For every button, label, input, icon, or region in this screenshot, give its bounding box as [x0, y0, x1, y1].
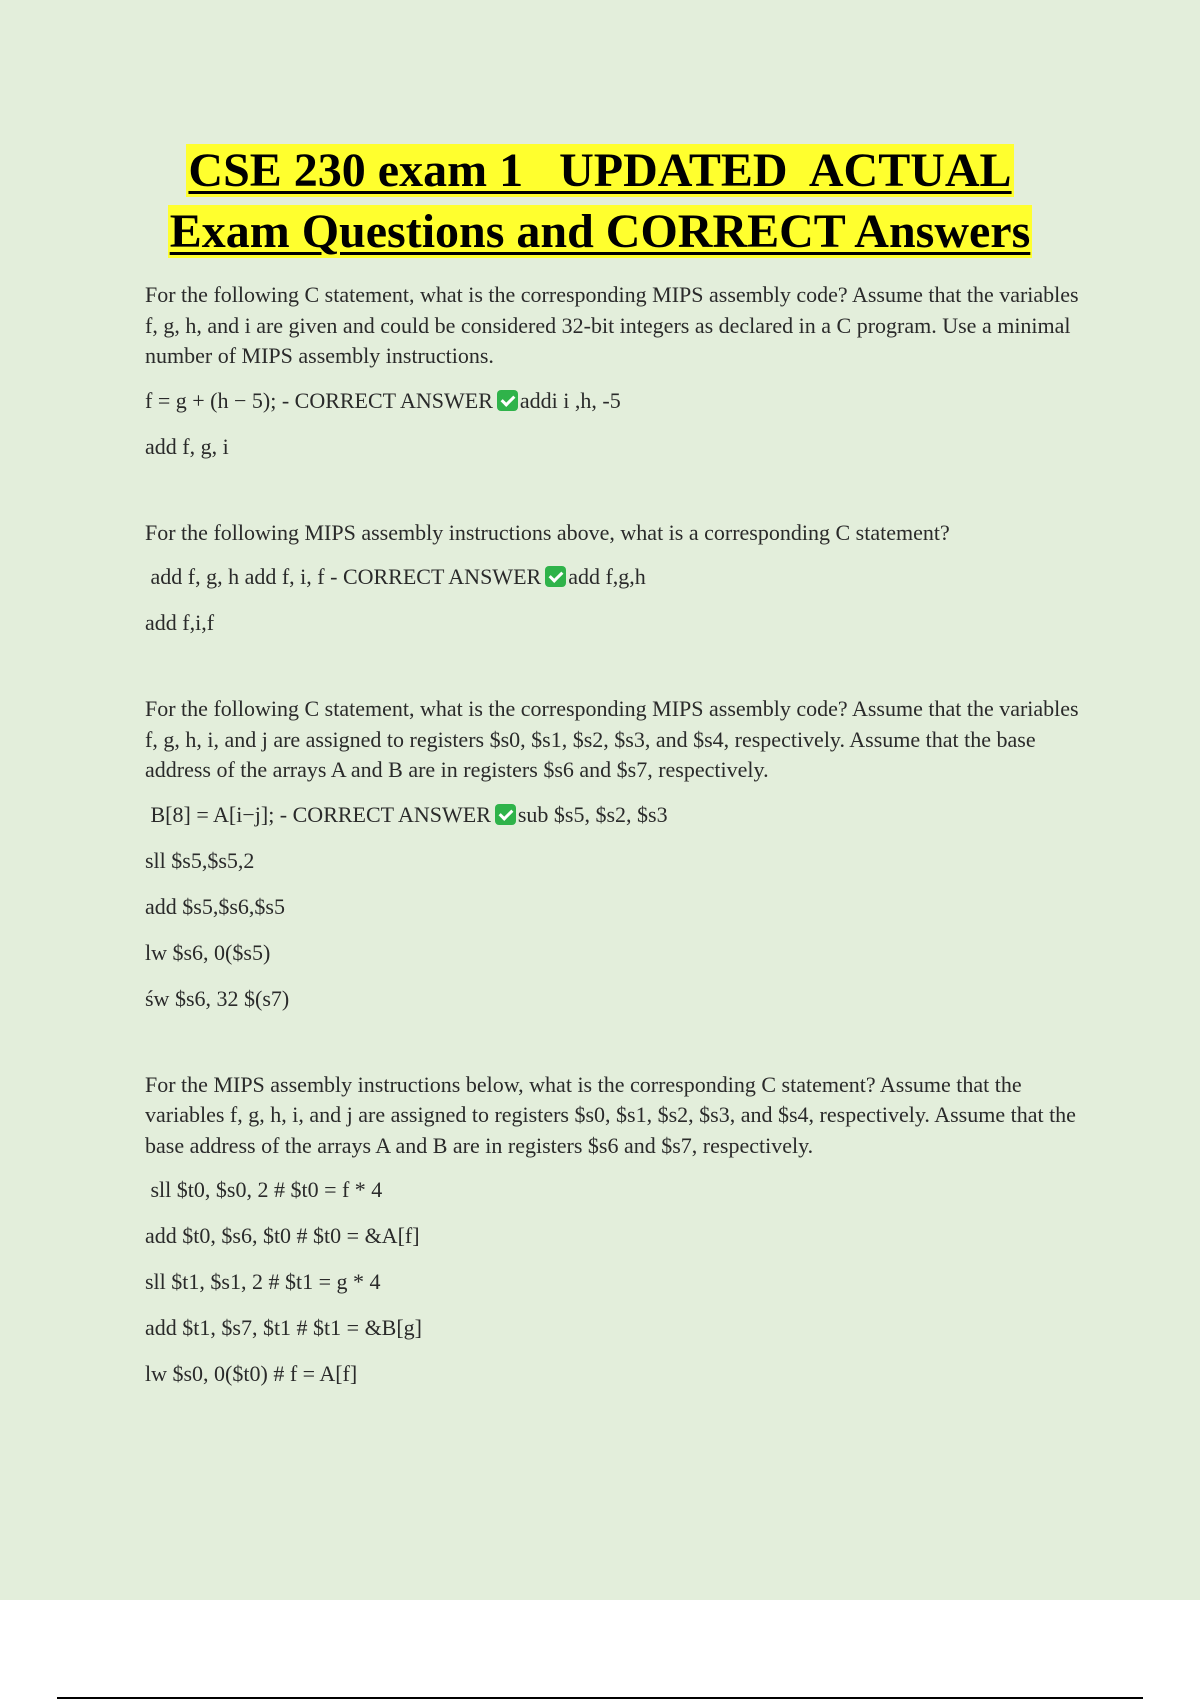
footer-divider	[57, 1697, 1143, 1699]
title-line-1: CSE 230 exam 1 UPDATED ACTUAL	[188, 144, 1012, 197]
question-1-text: f = g + (h − 5); - CORRECT ANSWER	[145, 387, 493, 413]
question-4-code-line-4: add $t1, $s7, $t1 # $t1 = &B[g]	[145, 1315, 423, 1340]
title-line-2: Exam Questions and CORRECT Answers	[169, 205, 1031, 258]
question-4-code-line-3: sll $t1, $s1, 2 # $t1 = g * 4	[145, 1269, 381, 1294]
question-1-prompt: For the following C statement, what is the corresponding MIPS assembly code? Assume that the variables f, g, h, and i are given and could be considered 32-bit integers as declared in a C program. Use a minimal number of MIPS assembly instructions.	[145, 282, 1079, 368]
question-4-code-line-1: sll $t0, $s0, 2 # $t0 = f * 4	[145, 1177, 383, 1202]
question-2-answer-first: add f,g,h	[568, 564, 646, 589]
document-title	[0, 140, 1200, 262]
question-3-answer-line-1: sll $s5,$s5,2	[145, 847, 255, 873]
question-4-code-line-2: add $t0, $s6, $t0 # $t0 = &A[f]	[145, 1223, 420, 1248]
question-3-text: B[8] = A[i−j]; - CORRECT ANSWER	[145, 801, 491, 827]
check-mark-icon	[545, 566, 566, 587]
question-1-answer-first: addi i ,h, -5	[519, 387, 621, 413]
question-3-answer-line-2: add $s5,$s6,$s5	[145, 893, 285, 919]
question-1-answer-line-1: add f, g, i	[145, 433, 229, 459]
document-body	[145, 280, 1085, 1397]
question-4-prompt: For the MIPS assembly instructions below, what is the corresponding C statement? Assume that the variables f, g, h, i, and j are assigned to registers $s0, $s1, $s2, $s3, and $s4, respectively. Assume that the base address of the arrays A and B are in registers $s6 and $s7, respectively.	[145, 1071, 1076, 1158]
check-mark-icon	[495, 804, 516, 825]
question-4-code-line-5: lw $s0, 0($t0) # f = A[f]	[145, 1361, 358, 1386]
question-2-text: add f, g, h add f, i, f - CORRECT ANSWER	[145, 564, 542, 589]
question-3-answer	[145, 792, 1085, 838]
question-2-prompt: For the following MIPS assembly instructions above, what is a corresponding C statement?	[145, 519, 950, 545]
check-mark-icon	[497, 390, 518, 411]
question-2-answer	[145, 554, 1085, 600]
question-3-answer-line-3: lw $s6, 0($s5)	[145, 939, 271, 965]
question-3-answer-first: sub $s5, $s2, $s3	[517, 801, 668, 827]
question-3-prompt: For the following C statement, what is the corresponding MIPS assembly code? Assume that the variables f, g, h, i, and j are assigned to registers $s0, $s1, $s2, $s3, and $s4, respectively. Assume that the base address of the arrays A and B are in registers $s6 and $s7, respectively.	[145, 696, 1079, 782]
question-2-answer-line-1: add f,i,f	[145, 610, 215, 635]
question-3-answer-line-4: św $s6, 32 $(s7)	[145, 985, 290, 1011]
question-1-answer	[145, 378, 1085, 424]
